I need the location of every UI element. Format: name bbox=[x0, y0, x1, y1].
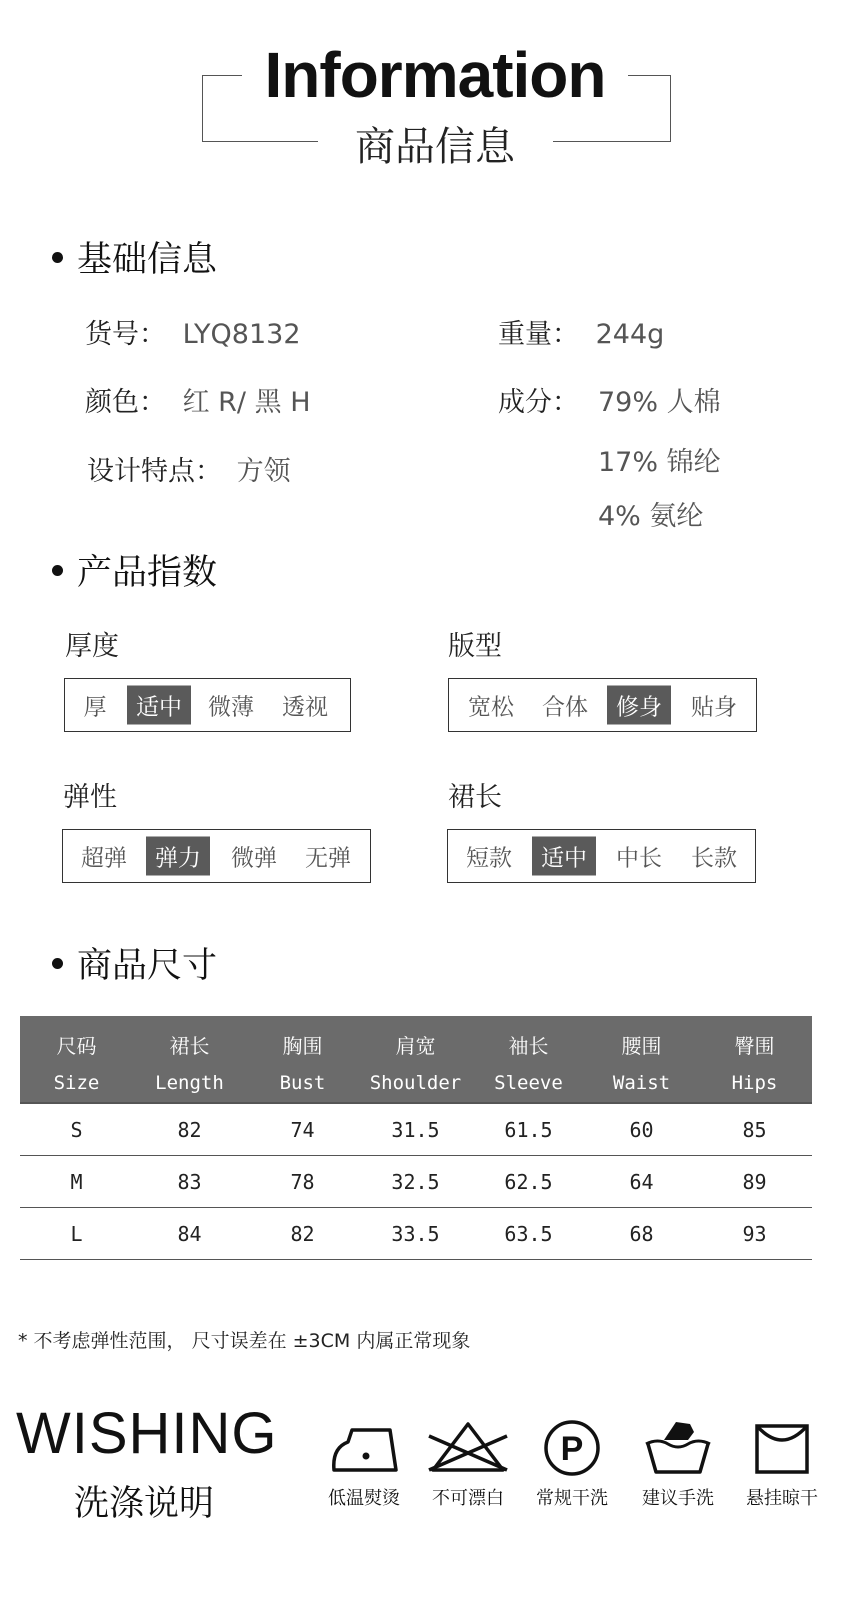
thickness-option: 厚 bbox=[83, 694, 107, 721]
care-label: 常规干洗 bbox=[536, 1488, 608, 1509]
column-header-zh: 袖长 bbox=[508, 1034, 549, 1058]
table-cell: 64 bbox=[629, 1169, 654, 1194]
color-row bbox=[85, 380, 311, 419]
index-fit-label: 版型 bbox=[448, 631, 502, 662]
page-subtitle: 商品信息 bbox=[355, 124, 515, 170]
care-item-dryclean bbox=[528, 1418, 616, 1510]
composition-value-3: 4% 氨纶 bbox=[598, 501, 704, 532]
column-header-en: Waist bbox=[612, 1072, 671, 1094]
section-index-heading: 产品指数 bbox=[77, 553, 218, 593]
item-no-row bbox=[85, 312, 301, 351]
size-table bbox=[20, 1016, 812, 1260]
fit-option: 合体 bbox=[542, 694, 588, 721]
column-header-en: Hips bbox=[731, 1072, 778, 1094]
index-thickness-label: 厚度 bbox=[65, 631, 119, 662]
item-no-label: 货号： bbox=[85, 319, 166, 350]
table-cell: M bbox=[70, 1169, 83, 1194]
fit-option: 贴身 bbox=[691, 694, 737, 721]
weight-value: 244g bbox=[595, 319, 665, 350]
dry-clean-p-icon bbox=[540, 1418, 604, 1476]
bullet-icon bbox=[52, 958, 63, 969]
elasticity-option: 无弹 bbox=[305, 845, 351, 872]
table-cell: 82 bbox=[290, 1221, 315, 1246]
care-item-handwash bbox=[634, 1418, 722, 1510]
index-length-label: 裙长 bbox=[448, 782, 502, 813]
table-cell: 33.5 bbox=[391, 1221, 440, 1246]
index-elasticity-label: 弹性 bbox=[63, 782, 117, 813]
length-option: 短款 bbox=[466, 845, 512, 872]
table-cell: 78 bbox=[290, 1169, 315, 1194]
table-cell: 85 bbox=[742, 1117, 767, 1142]
no-bleach-icon bbox=[425, 1418, 511, 1476]
composition-label: 成分： bbox=[498, 387, 579, 418]
table-cell: S bbox=[70, 1117, 83, 1142]
size-table-header bbox=[20, 1016, 812, 1102]
design-value: 方领 bbox=[236, 456, 291, 487]
table-cell: 68 bbox=[629, 1221, 654, 1246]
table-cell: 84 bbox=[177, 1221, 202, 1246]
table-cell: 82 bbox=[177, 1117, 202, 1142]
iron-low-temp-icon bbox=[326, 1418, 402, 1476]
length-option: 中长 bbox=[616, 845, 662, 872]
weight-label: 重量： bbox=[498, 319, 579, 350]
thickness-option-selected: 适中 bbox=[127, 686, 191, 725]
care-item-linedry bbox=[738, 1418, 826, 1510]
brand-logo-text: WISHING bbox=[16, 1401, 278, 1466]
index-elasticity-box bbox=[62, 829, 371, 883]
fit-option-selected: 修身 bbox=[607, 686, 671, 725]
index-fit-box bbox=[448, 678, 757, 732]
design-label: 设计特点： bbox=[87, 456, 222, 487]
column-header-en: Shoulder bbox=[369, 1072, 462, 1094]
column-header-zh: 裙长 bbox=[169, 1034, 210, 1058]
length-option-selected: 适中 bbox=[532, 837, 596, 876]
care-item-bleach bbox=[422, 1418, 514, 1510]
care-label: 不可漂白 bbox=[432, 1488, 504, 1509]
section-product-index bbox=[52, 545, 217, 595]
index-length-box bbox=[447, 829, 756, 883]
size-note: * 不考虑弹性范围， 尺寸误差在 ±3CM 内属正常现象 bbox=[18, 1330, 471, 1352]
care-label: 悬挂晾干 bbox=[746, 1488, 818, 1509]
table-row bbox=[20, 1156, 812, 1208]
table-cell: 74 bbox=[290, 1117, 315, 1142]
table-row bbox=[20, 1208, 812, 1260]
section-basic-info bbox=[52, 232, 217, 282]
column-header-en: Bust bbox=[279, 1072, 326, 1094]
bullet-icon bbox=[52, 565, 63, 576]
hand-wash-icon bbox=[642, 1418, 714, 1476]
table-cell: 83 bbox=[177, 1169, 202, 1194]
table-cell: L bbox=[70, 1221, 83, 1246]
column-header-en: Size bbox=[53, 1072, 100, 1094]
length-option: 长款 bbox=[691, 845, 737, 872]
table-cell: 60 bbox=[629, 1117, 654, 1142]
thickness-option: 微薄 bbox=[208, 694, 254, 721]
design-row bbox=[87, 449, 291, 488]
table-cell: 93 bbox=[742, 1221, 767, 1246]
care-item-iron bbox=[320, 1418, 408, 1510]
care-label: 建议手洗 bbox=[642, 1488, 714, 1509]
composition-value-2: 17% 锦纶 bbox=[598, 447, 721, 478]
composition-value-1: 79% 人棉 bbox=[598, 387, 721, 418]
care-label: 低温熨烫 bbox=[328, 1488, 400, 1509]
table-row bbox=[20, 1104, 812, 1156]
column-header-en: Sleeve bbox=[494, 1072, 563, 1094]
weight-row bbox=[498, 312, 664, 351]
table-cell: 62.5 bbox=[504, 1169, 553, 1194]
thickness-option: 透视 bbox=[282, 694, 328, 721]
wash-instructions-title: 洗涤说明 bbox=[74, 1484, 215, 1524]
elasticity-option-selected: 弹力 bbox=[146, 837, 210, 876]
column-header-zh: 腰围 bbox=[621, 1034, 662, 1058]
color-value: 红 R/ 黑 H bbox=[182, 387, 311, 418]
color-label: 颜色： bbox=[85, 387, 166, 418]
column-header-zh: 尺码 bbox=[56, 1034, 97, 1058]
table-cell: 63.5 bbox=[504, 1221, 553, 1246]
fit-option: 宽松 bbox=[468, 694, 514, 721]
section-size-heading: 商品尺寸 bbox=[77, 946, 218, 986]
table-cell: 32.5 bbox=[391, 1169, 440, 1194]
svg-text:P: P bbox=[560, 1430, 584, 1468]
line-dry-icon bbox=[752, 1418, 812, 1476]
elasticity-option: 微弹 bbox=[231, 845, 277, 872]
elasticity-option: 超弹 bbox=[81, 845, 127, 872]
table-cell: 31.5 bbox=[391, 1117, 440, 1142]
column-header-zh: 肩宽 bbox=[395, 1034, 436, 1058]
section-basic-heading: 基础信息 bbox=[77, 240, 218, 280]
table-cell: 61.5 bbox=[504, 1117, 553, 1142]
item-no-value: LYQ8132 bbox=[182, 319, 301, 350]
column-header-zh: 胸围 bbox=[282, 1034, 323, 1058]
column-header-zh: 臀围 bbox=[734, 1034, 775, 1058]
page-title: Information bbox=[264, 39, 606, 111]
index-thickness-box bbox=[64, 678, 351, 732]
section-size bbox=[52, 938, 217, 988]
column-header-en: Length bbox=[155, 1072, 224, 1094]
bullet-icon bbox=[52, 252, 63, 263]
table-cell: 89 bbox=[742, 1169, 767, 1194]
